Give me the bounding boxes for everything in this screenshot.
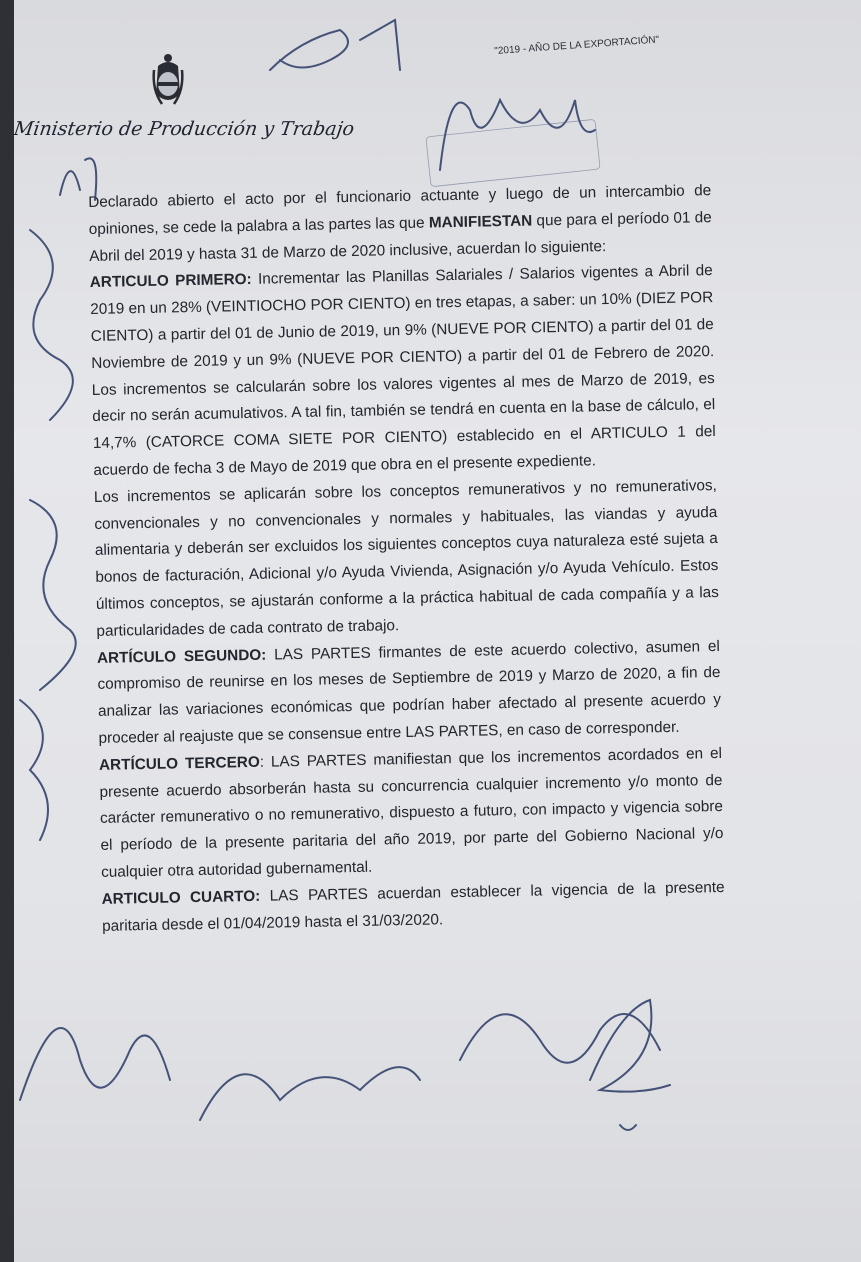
article-fourth: ARTICULO CUARTO: LAS PARTES acuerdan establecer la vigencia de la presente paritaria desde el 01/04/2019 hasta el 31/03/2020.: [101, 878, 725, 935]
article-third-title: ARTÍCULO TERCERO: [98, 753, 260, 774]
article-first-paragraph-2: Los incrementos se aplicarán sobre los conceptos remunerativos y no remunerativos, convencionales y no convencionales y normales y habituales, las viandas y ayuda alimentaria y deberán ser excluidos los siguientes conceptos cuya naturaleza esté sujeta a bonos de facturación, Adicional y/o Ayuda Vivienda, Asignación y/o Ayuda Vehículo. Estos últimos conceptos, se ajustarán conforme a la práctica habitual de cada compañía y a las particularidades de cada contrato de trabajo.: [93, 476, 720, 640]
article-first: ARTICULO PRIMERO: Incrementar las Planillas Salariales / Salarios vigentes a Abril de 2019 en un 28% (VEINTIOCHO POR CIENTO) en tres etapas, a saber: un 10% (DIEZ POR CIENTO) a partir del 01 de Junio de 2019, un 9% (NUEVE POR CIENTO) a partir del 01 de Noviembre de 2019 y un 9% (NUEVE POR CIENTO) a partir del 01 de Febrero de 2020. Los incrementos se calcularán sobre los valores vigentes al mes de Marzo de 2019, es decir no serán acumulativos. A tal fin, también se tendrá en cuenta en la base de cálculo, el 14,7% (CATORCE COMA SIETE POR CIENTO) establecido en el ARTICULO 1 del acuerdo de fecha 3 de Mayo de 2019 que obra en el presente expediente.: [89, 262, 716, 479]
article-third: ARTÍCULO TERCERO: LAS PARTES manifiestan que los incrementos acordados en el presente acuerdo absorberán hasta su concurrencia cualquier incremento y/o monto de carácter remunerativo o no remunerativo, dispuesto a futuro, con impacto y vigencia sobre el período de la presente paritaria del año 2019, por parte del Gobierno Nacional y/o cualquier otra autoridad gubernamental.: [98, 744, 724, 881]
intro-paragraph: Declarado abierto el acto por el funcionario actuante y luego de un intercambio de opiniones, se cede la palabra a las partes las que MANIFIESTAN que para el período 01 de Abril del 2019 y hasta 31 de Marzo de 2020 inclusive, acuerdan lo siguiente:: [88, 182, 712, 265]
agreement-body: [88, 178, 725, 940]
article-second-title: ARTÍCULO SEGUNDO:: [96, 646, 267, 667]
article-second: ARTÍCULO SEGUNDO: LAS PARTES firmantes de este acuerdo colectivo, asumen el compromiso de reunirse en los meses de Septiembre de 2019 y Marzo de 2020, a fin de analizar las variaciones económicas que podrían haber afectado al presente acuerdo y proceder al reajuste que se consensue entre LAS PARTES, en caso de corresponder.: [96, 637, 722, 747]
page-edge-shadow: [0, 0, 14, 1262]
year-motto: "2019 - AÑO DE LA EXPORTACIÓN": [494, 34, 660, 57]
national-coat-of-arms-icon: [150, 50, 186, 110]
article-first-title: ARTICULO PRIMERO:: [89, 271, 252, 292]
article-fourth-title: ARTICULO CUARTO:: [101, 887, 261, 908]
ministry-title: Ministerio de Producción y Trabajo: [12, 118, 356, 140]
